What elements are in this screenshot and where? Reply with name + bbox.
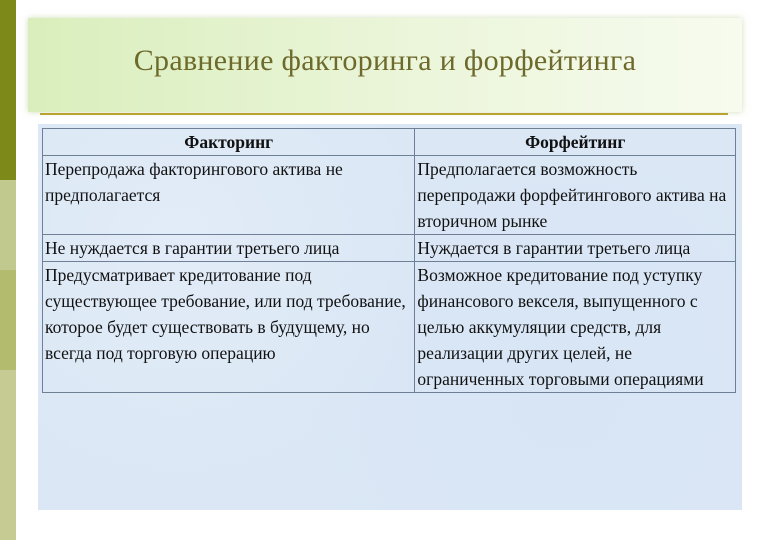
comparison-table — [42, 128, 736, 393]
side-accent-bar-mid — [0, 270, 16, 370]
table-row — [43, 262, 736, 393]
cell-forfaiting: Нуждается в гарантии третьего лица — [415, 235, 736, 262]
side-accent-bar-light — [0, 180, 16, 270]
table-panel — [38, 124, 742, 510]
table-row — [43, 156, 736, 235]
header-factoring: Факторинг — [43, 129, 415, 156]
cell-factoring: Предусматривает кредитование под существующее требование, или под требование, которое будет существовать в будущему, но всегда под торговую операцию — [43, 262, 415, 393]
header-forfaiting: Форфейтинг — [415, 129, 736, 156]
slide-title: Сравнение факторинга и форфейтинга — [133, 44, 637, 77]
cell-forfaiting: Предполагается возможность перепродажи форфейтингового актива на вторичном рынке — [415, 156, 736, 235]
title-banner — [28, 18, 742, 112]
side-accent-bar-dark — [0, 0, 16, 180]
side-accent-bar-light-2 — [0, 370, 16, 540]
table-header-row — [43, 129, 736, 156]
title-divider — [40, 113, 728, 115]
table-row — [43, 235, 736, 262]
cell-factoring: Не нуждается в гарантии третьего лица — [43, 235, 415, 262]
cell-forfaiting: Возможное кредитование под уступку финансового векселя, выпущенного с целью аккумуляции средств, для реализации других целей, не ограниченных торговыми операциями — [415, 262, 736, 393]
cell-factoring: Перепродажа факторингового актива не предполагается — [43, 156, 415, 235]
